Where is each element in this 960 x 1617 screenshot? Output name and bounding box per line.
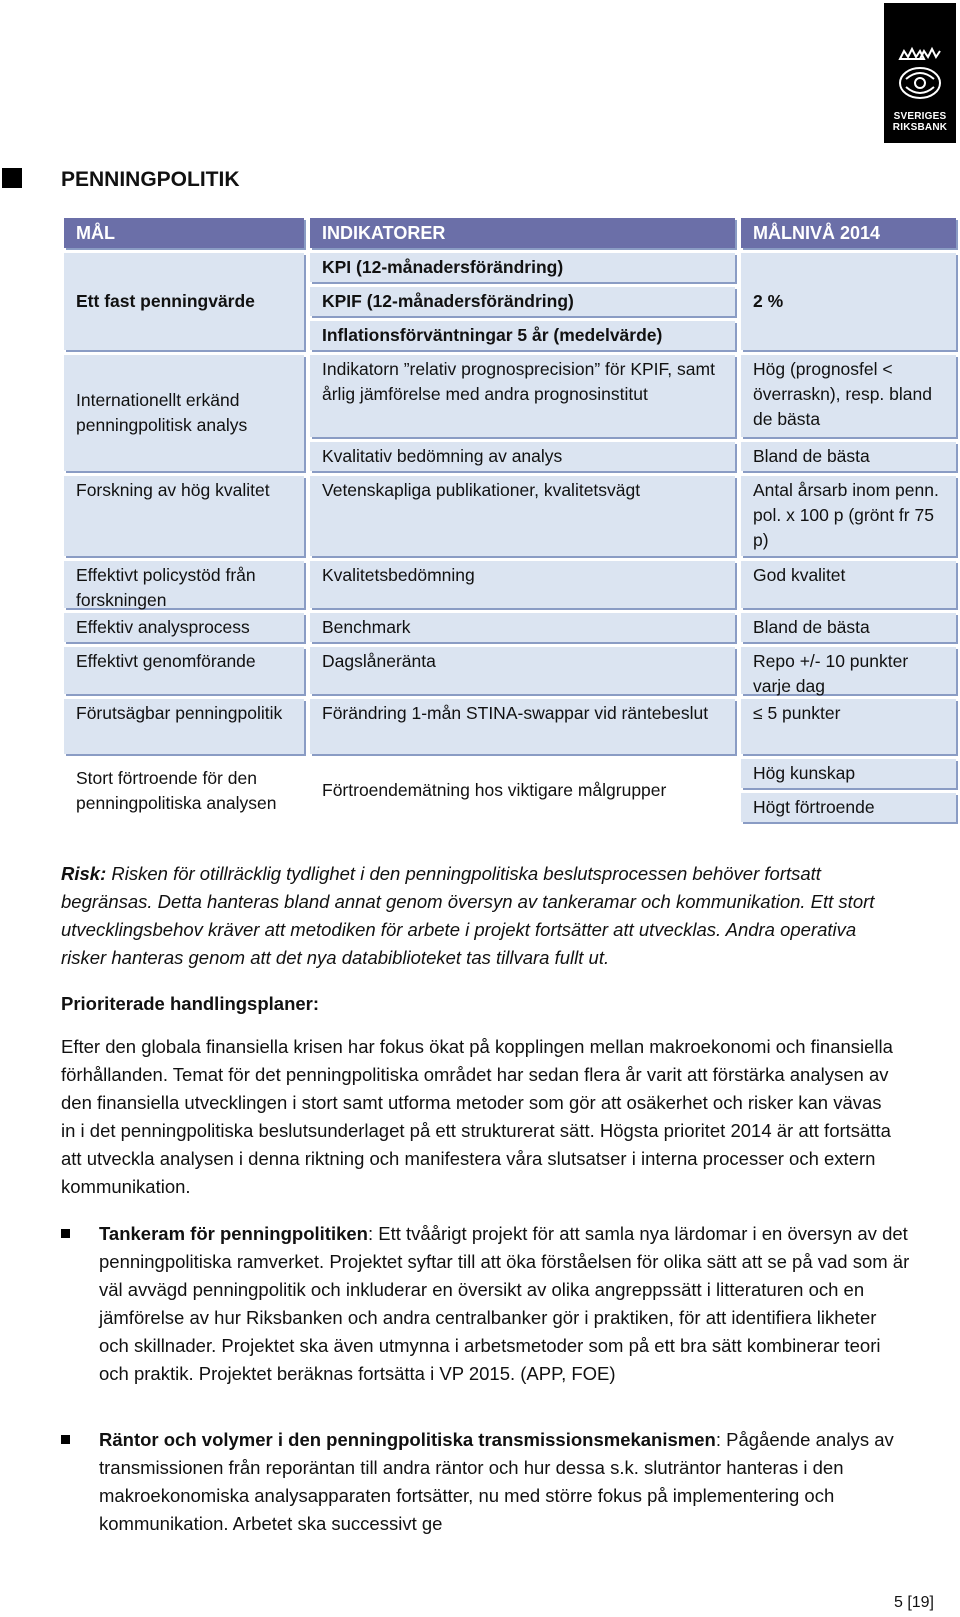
riksbank-logo [884, 3, 956, 143]
target-cell: Hög (prognosfel < överraskn), resp. bland de bästa [741, 355, 956, 437]
risk-label: Risk: [61, 863, 107, 884]
bullet-icon [61, 1229, 70, 1238]
indicator-cell: Vetenskapliga publikationer, kvalitetsvägt [310, 476, 735, 556]
indicator-cell: Förtroendemätning hos viktigare målgrupper [322, 780, 667, 800]
list-item-text: : Pågående analys av transmissionen från reporäntan till andra räntor och hur dessa s.k. sluträntor hanteras i den makroekonomiska analysapparaten fortsätter, nu med större fokus på implementering och kommunikation. Arbetet ska successivt ge [99, 1429, 894, 1534]
bullet-icon [61, 1435, 70, 1444]
goal-cell: Effektiv analysprocess [64, 613, 304, 642]
indicator-cell: Förändring 1-mån STINA-swappar vid räntebeslut [310, 699, 735, 754]
indicator-cell: Indikatorn ”relativ prognosprecision” för KPIF, samt årlig jämförelse med andra prognosinstitut [310, 355, 735, 437]
risk-paragraph [61, 860, 901, 972]
priorities-heading: Prioriterade handlingsplaner: [61, 993, 320, 1014]
goal-cell: Internationellt erkänd penningpolitisk analys [64, 355, 304, 471]
target-cell: 2 % [741, 253, 956, 350]
logo-line-2: RIKSBANK [892, 122, 948, 133]
target-cell: Bland de bästa [741, 613, 956, 642]
goal-cell: Effektivt policystöd från forskningen [64, 561, 304, 608]
list-item-title: Tankeram för penningpolitiken [99, 1223, 368, 1244]
list-item [61, 1426, 911, 1538]
goals-table [64, 218, 956, 842]
goal-cell: Forskning av hög kvalitet [64, 476, 304, 556]
indicator-cell: Benchmark [310, 613, 735, 642]
target-cell: Antal årsarb inom penn. pol. x 100 p (grönt fr 75 p) [741, 476, 956, 556]
goal-cell: Ett fast penningvärde [64, 253, 304, 350]
indicator-cell: KPI (12-månadersförändring) [310, 253, 735, 282]
indicator-cell: Kvalitetsbedömning [310, 561, 735, 608]
list-item-title: Räntor och volymer i den penningpolitiska transmissionsmekanismen [99, 1429, 716, 1450]
goal-cell: Effektivt genomförande [64, 647, 304, 694]
target-cell: Högt förtroende [741, 793, 956, 822]
target-cell: Repo +/- 10 punkter varje dag [741, 647, 956, 694]
list-item-text: : Ett tvåårigt projekt för att samla nya lärdomar i en översyn av det penningpolitiska ramverket. Projektet syftar till att öka förståelsen för olika sätt att se på vad som är väl avvägd penningpolitik och inkluderar en översikt av olika angreppssätt i litteraturen och en jämförelse av hur Riksbanken och andra centralbanker gör i praktiken, för att identifiera likheter och skillnader. Projektet ska även utmynna i arbetsmetoder som på ett bra sätt kombinerar teori och praktik. Projektet beräknas fortsätta i VP 2015. (APP, FOE) [99, 1223, 910, 1384]
goal-cell: Förutsägbar penningpolitik [64, 699, 304, 754]
priorities-intro: Efter den globala finansiella krisen har fokus ökat på kopplingen mellan makroekonomi och finansiella förhållanden. Temat för det penningpolitiska området har sedan flera år varit att förstärka analysen av den finansiella utvecklingen i stort samt utforma metoder som gör att osäkerhet och risker kan vävas in i det penningpolitiska beslutsunderlaget på ett strukturerat sätt. Högsta prioritet 2014 är att fortsätta att utveckla analysen i denna riktning och manifestera våra slutsatser i interna processer och extern kommunikation. [61, 1036, 893, 1197]
indicator-cell: Kvalitativ bedömning av analys [310, 442, 735, 471]
logo-line-1: SVERIGES [893, 111, 947, 122]
section-bullet-icon [2, 168, 22, 188]
crown-emblem-icon [892, 45, 948, 105]
target-cell: Bland de bästa [741, 442, 956, 471]
risk-text: Risken för otillräcklig tydlighet i den penningpolitiska beslutsprocessen behöver fortsatt begränsas. Detta hanteras bland annat genom översyn av tankeramar och kommunikation. Ett stort utvecklingsbehov kräver att metodiken för arbete i projekt fortsätter att utvecklas. Andra operativa risker hanteras genom att det nya databiblioteket tas tillvara fullt ut. [61, 863, 875, 968]
list-item [61, 1220, 911, 1388]
target-cell: ≤ 5 punkter [741, 699, 956, 754]
header-goal: MÅL [64, 218, 304, 248]
indicator-cell: Inflationsförväntningar 5 år (medelvärde) [310, 321, 735, 350]
target-cell: Hög kunskap [741, 759, 956, 788]
header-indicators: INDIKATORER [310, 218, 735, 248]
target-cell: God kvalitet [741, 561, 956, 608]
header-target: MÅLNIVÅ 2014 [741, 218, 956, 248]
page-number: 5 [19] [893, 1594, 934, 1611]
goal-cell: Stort förtroende för den penningpolitiska analysen [76, 767, 277, 813]
indicator-cell: Dagslåneränta [310, 647, 735, 694]
section-title: PENNINGPOLITIK [61, 168, 240, 191]
indicator-cell: KPIF (12-månadersförändring) [310, 287, 735, 316]
